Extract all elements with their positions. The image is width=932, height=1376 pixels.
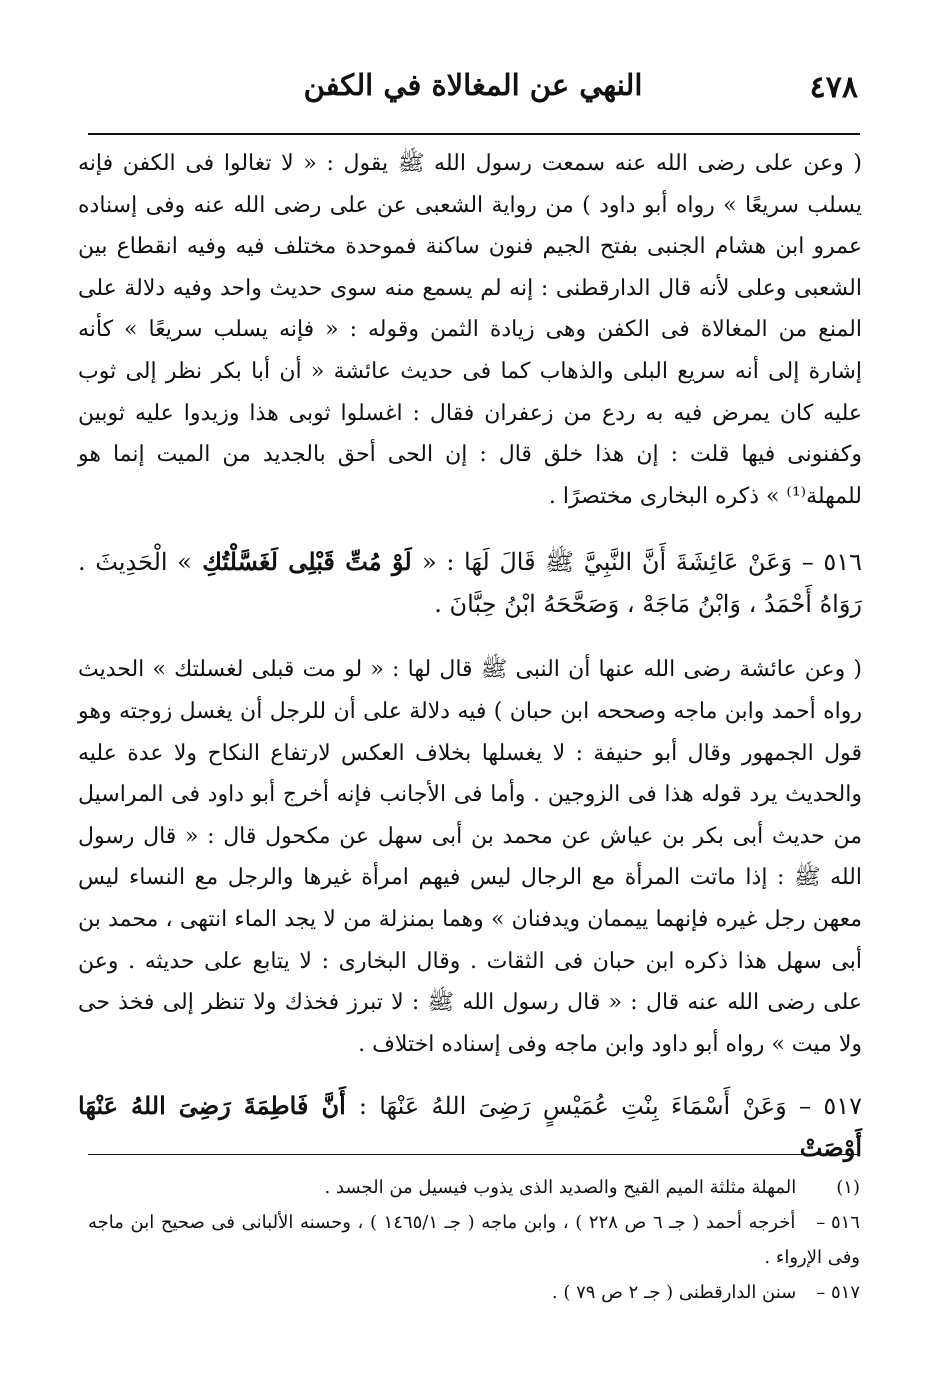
- commentary-paragraph: ( وعن على رضى الله عنه سمعت رسول الله ﷺ يقول : « لا تغالوا فى الكفن فإنه يسلب سريعًا » رواه أبو داود ) من رواية الشعبى عن على رضى الله عنه وفى إسناده عمرو ابن هشام الجنبى بفتح الجيم فنون ساكنة فموحدة مختلف فيه وفيه انقطاع بين الشعبى وعلى لأنه قال الدارقطنى : إنه لم يسمع منه سوى حديث واحد وفيه دلالة على المنع من المغالاة فى الكفن وهى زيادة الثمن وقوله : « فإنه يسلب سريعًا » كأنه إشارة إلى أنه سريع البلى والذهاب كما فى حديث عائشة « أن أبا بكر نظر إلى ثوب عليه كان يمرض فيه به ردع من زعفران فقال : اغسلوا ثوبى هذا وزيدوا عليه ثوبين وكفنونى فيها قلت : إن هذا خلق قال : إن الحى أحق بالجديد من الميت إنما هو للمهلة⁽¹⁾ » ذكره البخارى مختصرًا .: [78, 151, 862, 509]
- footnote: [88, 1275, 860, 1310]
- page-title: النهي عن المغالاة في الكفن: [303, 68, 643, 102]
- main-text: [78, 143, 862, 1168]
- footnote-marker: ٥١٦ –: [816, 1212, 860, 1233]
- hadith-516: [78, 541, 862, 625]
- hadith-516-source: » الْحَدِيثَ . رَوَاهُ أَحْمَدُ ، وَابْنُ مَاجَهْ ، وَصَحَّحَهُ ابْنُ حِبَّانَ .: [78, 548, 862, 619]
- page-number: ٤٧٨: [809, 70, 858, 105]
- footnote-marker: (١): [836, 1177, 860, 1198]
- hadith-517: [78, 1085, 862, 1168]
- footnote-text: المهلة مثلثة الميم القيح والصديد الذى يذوب فيسيل من الجسد .: [324, 1177, 797, 1198]
- footnotes: [88, 1170, 860, 1310]
- hadith-517-quote: أَنَّ فَاطِمَةَ رَضِىَ اللهُ عَنْهَا أَوْصَتْ: [78, 1091, 862, 1163]
- header-divider: [88, 133, 860, 135]
- hadith-516-intro: ٥١٦ – وَعَنْ عَائِشَةَ أَنَّ النَّبِيَّ ﷺ قَالَ لَهَا : «: [422, 548, 862, 577]
- hadith-517-intro: ٥١٧ – وَعَنْ أَسْمَاءَ بِنْتِ عُمَيْسٍ رَضِىَ اللهُ عَنْهَا :: [358, 1092, 863, 1121]
- footnote: [88, 1205, 860, 1275]
- hadith-516-quote: لَوْ مُتِّ قَبْلِى لَغَسَّلْتُكِ: [191, 547, 423, 577]
- footnote: [88, 1170, 860, 1205]
- commentary-paragraph: ( وعن عائشة رضى الله عنها أن النبى ﷺ قال لها : « لو مت قبلى لغسلتك » الحديث رواه أحمد وابن ماجه وصححه ابن حبان ) فيه دلالة على أن للرجل أن يغسل زوجته وهو قول الجمهور وقال أبو حنيفة : لا يغسلها بخلاف العكس لارتفاع النكاح ولا عدة عليه والحديث يرد قوله هذا فى الزوجين . وأما فى الأجانب فإنه أخرج أبو داود فى المراسيل من حديث أبى بكر بن عياش عن محمد بن أبى سهل عن مكحول قال : « قال رسول الله ﷺ : إذا ماتت المرأة مع الرجال ليس فيهم امرأة غيرها والرجل مع النساء ليس معهن رجل غيره فإنهما ييممان ويدفنان » وهما بمنزلة من لا يجد الماء انتهى ، محمد بن أبى سهل هذا ذكره ابن حبان فى الثقات . وقال البخارى : لا يتابع على حديثه . وعن على رضى الله عنه قال : « قال رسول الله ﷺ : لا تبرز فخذك ولا تنظر إلى فخذ حى ولا ميت » رواه أبو داود وابن ماجه وفى إسناده اختلاف .: [78, 657, 862, 1057]
- footnote-text: سنن الدارقطنى ( جـ ٢ ص ٧٩ ) .: [551, 1282, 797, 1303]
- footnote-divider: [88, 1154, 860, 1155]
- footnote-marker: ٥١٧ –: [816, 1282, 860, 1303]
- footnote-text: أخرجه أحمد ( جـ ٦ ص ٢٢٨ ) ، وابن ماجه ( جـ ١٤٦٥/١ ) ، وحسنه الألبانى فى صحيح ابن ماجه وفى الإرواء .: [88, 1212, 860, 1268]
- page-header: [88, 60, 858, 120]
